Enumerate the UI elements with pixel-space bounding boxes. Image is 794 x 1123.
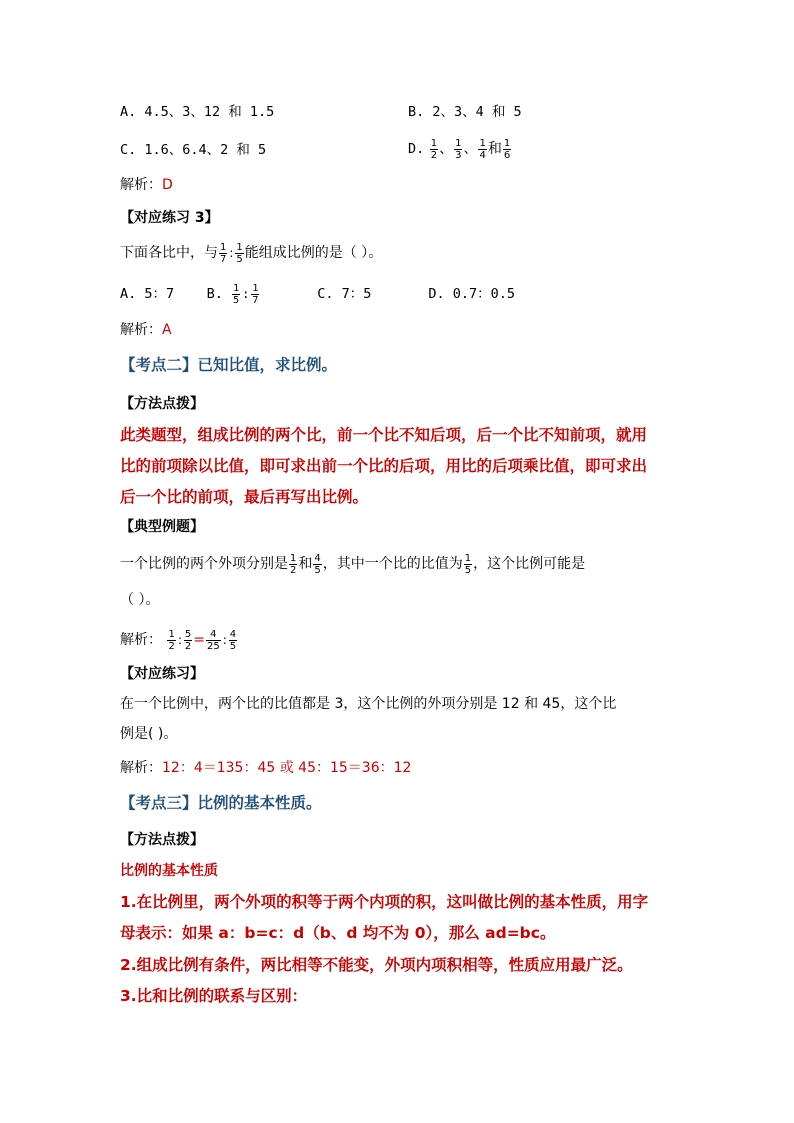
- section-heading: 【考点二】已知比值，求比例。: [120, 356, 338, 374]
- fraction: $\frac{1}{5}$: [236, 241, 243, 265]
- answer: D: [162, 177, 173, 193]
- fraction: $\frac{1}{2}$: [290, 552, 297, 576]
- fraction: $\frac{1}{7}$: [252, 282, 259, 306]
- property-line: 2.组成比例有条件，两比相等不能变，外项内项积相等，性质应用最广泛。: [120, 956, 633, 974]
- fraction: $\frac{1}{6}$: [503, 137, 511, 161]
- answer: 12：4＝135：45 或 45：15＝36：12: [162, 760, 412, 776]
- answer-line: 解析：12：4＝135：45 或 45：15＝36：12: [120, 760, 412, 776]
- fraction: $\frac{1}{7}$: [220, 241, 227, 265]
- property-line: 母表示：如果 a：b=c：d（b、d 均不为 0），那么 ad=bc。: [120, 924, 556, 942]
- fraction: $\frac{4}{5}$: [314, 552, 321, 576]
- practice-heading: 【对应练习】: [120, 666, 204, 682]
- example-stem: 一个比例的两个外项分别是 $\frac{1}{2}$ 和 $\frac{4}{5}$ ，其中一个比的比值为 $\frac{1}{5}$ ，这个比例可能是: [120, 552, 586, 576]
- fraction: $\frac{1}{5}$: [233, 282, 240, 306]
- fraction: $\frac{1}{2}$: [168, 628, 175, 652]
- exercise-stem: 下面各比中，与 $\frac{1}{7}$ : $\frac{1}{5}$ 能组成比例的是（ ）。: [120, 241, 383, 265]
- fraction: $\frac{1}{2}$: [430, 137, 438, 161]
- method-heading: 【方法点拨】: [120, 396, 204, 412]
- property-line: 3.比和比例的联系与区别：: [120, 987, 308, 1005]
- exercise-heading: 【对应练习 3】: [120, 210, 219, 226]
- option-b: B. 2、3、4 和 5: [408, 104, 522, 120]
- sub-heading: 比例的基本性质: [120, 863, 218, 879]
- practice-stem-line: 在一个比例中，两个比的比值都是 3，这个比例的外项分别是 12 和 45，这个比: [120, 696, 617, 712]
- example-answer: 解析： $\frac{1}{2}$ : $\frac{5}{2}$ = $\frac{4}{25}$ : $\frac{4}{5}$: [120, 628, 237, 652]
- option-a: A. 4.5、3、12 和 1.5: [120, 104, 275, 120]
- answer-line: 解析：A: [120, 322, 172, 338]
- fraction: $\frac{4}{5}$: [229, 628, 237, 652]
- method-text-line: 后一个比的前项，最后再写出比例。: [120, 488, 369, 506]
- section-heading: 【考点三】比例的基本性质。: [120, 794, 322, 812]
- fraction: $\frac{4}{25}$: [206, 628, 220, 652]
- method-text-line: 此类题型，组成比例的两个比，前一个比不知后项，后一个比不知前项，就用: [120, 426, 648, 444]
- fraction: $\frac{1}{3}$: [455, 137, 462, 161]
- practice-stem-line: 例是( )。: [120, 726, 178, 742]
- answer-line: 解析：D: [120, 177, 173, 193]
- example-blank: （ ）。: [120, 592, 160, 608]
- option-c: C. 1.6、6.4、2 和 5: [120, 142, 267, 158]
- method-text-line: 比的前项除以比值，即可求出前一个比的后项，用比的后项乘比值，即可求出: [120, 457, 648, 475]
- answer: A: [162, 322, 172, 338]
- fraction: $\frac{5}{2}$: [184, 628, 192, 652]
- option-d: D. $\frac{1}{2}$ 、 $\frac{1}{3}$ 、 $\frac{1}{4}$ 和 $\frac{1}{6}$: [408, 137, 511, 161]
- fraction: $\frac{1}{4}$: [479, 137, 486, 161]
- method-heading: 【方法点拨】: [120, 832, 204, 848]
- example-heading: 【典型例题】: [120, 519, 204, 535]
- property-line: 1.在比例里，两个外项的积等于两个内项的积，这叫做比例的基本性质，用字: [120, 893, 649, 911]
- exercise-options: A. 5：7 B. $\frac{1}{5}$ : $\frac{1}{7}$ C. 7：5 D. 0.7：0.5: [120, 282, 515, 306]
- fraction: $\frac{1}{5}$: [464, 552, 472, 576]
